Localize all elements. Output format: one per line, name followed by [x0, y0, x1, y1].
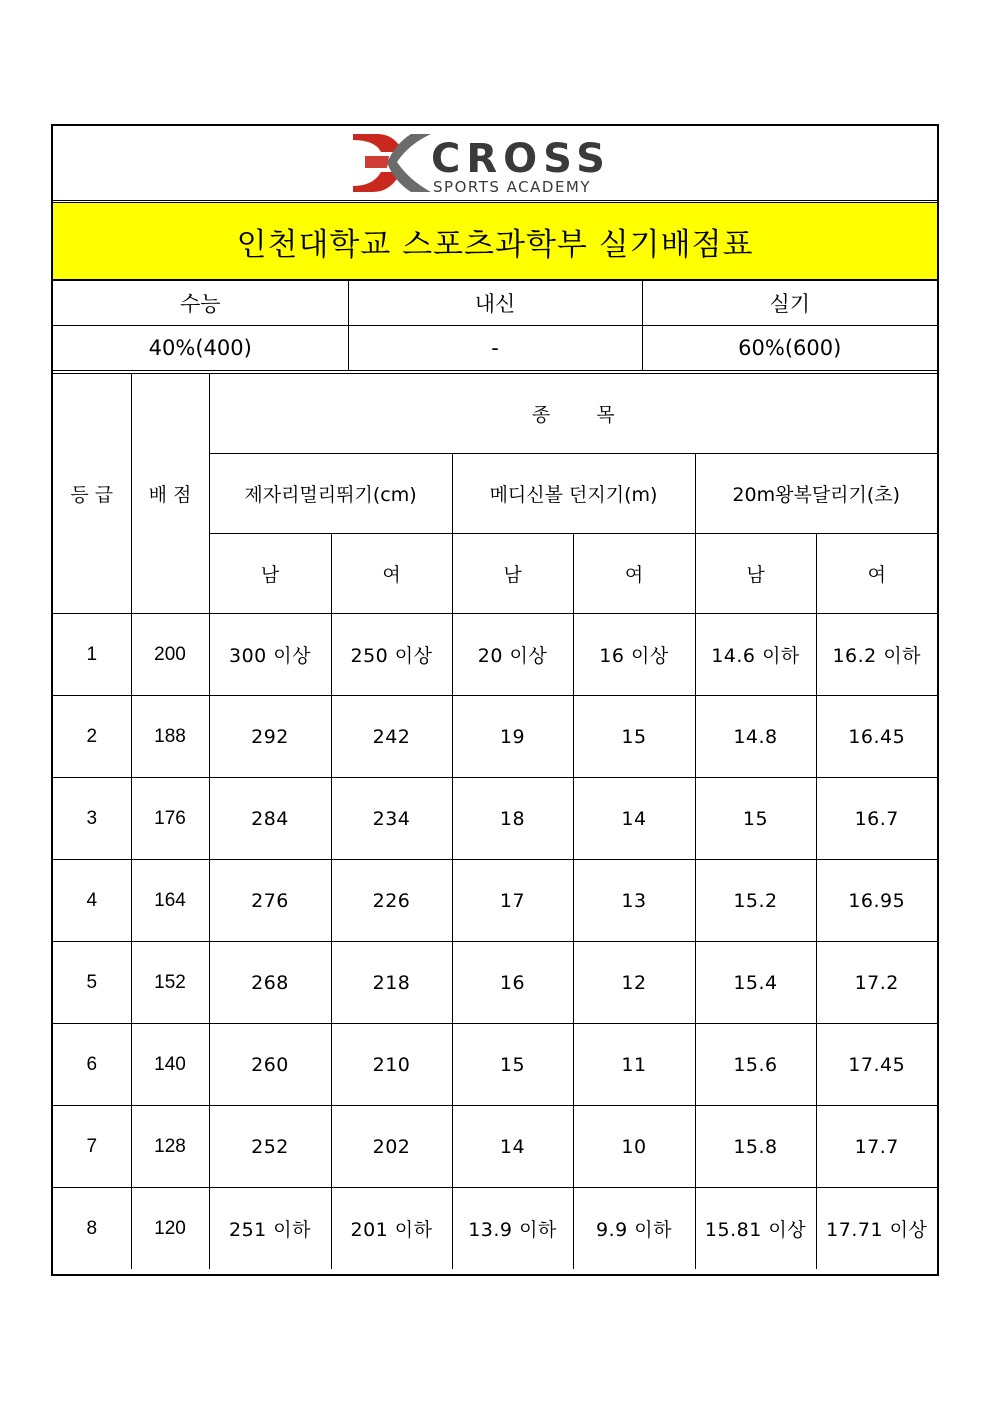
grade-cell: 4	[53, 860, 131, 942]
gender-male: 남	[695, 534, 816, 614]
record-cell: 13.9 이하	[452, 1188, 573, 1270]
record-cell: 17.71 이상	[816, 1188, 937, 1270]
events-header	[209, 374, 937, 454]
table-row	[53, 1188, 937, 1270]
record-cell: 202	[331, 1106, 452, 1188]
record-cell: 16.45	[816, 696, 937, 778]
record-cell: 300 이상	[209, 614, 331, 696]
record-cell: 16.7	[816, 778, 937, 860]
record-cell: 11	[573, 1024, 695, 1106]
score-cell: 176	[131, 778, 209, 860]
record-cell: 14	[452, 1106, 573, 1188]
grade-cell: 2	[53, 696, 131, 778]
table-row	[53, 860, 937, 942]
event-20m-shuttle-run: 20m왕복달리기(초)	[695, 454, 937, 534]
record-cell: 10	[573, 1106, 695, 1188]
gender-male: 남	[209, 534, 331, 614]
score-header: 배 점	[131, 374, 209, 614]
record-cell: 16.2 이하	[816, 614, 937, 696]
record-cell: 14.8	[695, 696, 816, 778]
record-cell: 17.7	[816, 1106, 937, 1188]
record-cell: 18	[452, 778, 573, 860]
gender-female: 여	[816, 534, 937, 614]
logo-brand-text: CROSS	[431, 136, 611, 182]
record-cell: 17.45	[816, 1024, 937, 1106]
gender-female: 여	[573, 534, 695, 614]
score-rows	[53, 614, 937, 1270]
table-row	[53, 1024, 937, 1106]
record-cell: 15.4	[695, 942, 816, 1024]
ratio-value-naesin: -	[348, 326, 642, 371]
record-cell: 210	[331, 1024, 452, 1106]
record-cell: 242	[331, 696, 452, 778]
event-standing-long-jump: 제자리멀리뛰기(cm)	[209, 454, 452, 534]
gender-female: 여	[331, 534, 452, 614]
grade-cell: 6	[53, 1024, 131, 1106]
ratio-header-silgi: 실기	[642, 281, 937, 326]
record-cell: 268	[209, 942, 331, 1024]
record-cell: 284	[209, 778, 331, 860]
record-cell: 15.8	[695, 1106, 816, 1188]
grade-cell: 3	[53, 778, 131, 860]
table-row	[53, 614, 937, 696]
score-cell: 140	[131, 1024, 209, 1106]
record-cell: 15	[695, 778, 816, 860]
record-cell: 16	[452, 942, 573, 1024]
table-row	[53, 778, 937, 860]
record-cell: 252	[209, 1106, 331, 1188]
record-cell: 15.2	[695, 860, 816, 942]
events-header-label: 종 목	[531, 404, 615, 426]
record-cell: 16.95	[816, 860, 937, 942]
record-cell: 251 이하	[209, 1188, 331, 1270]
record-cell: 201 이하	[331, 1188, 452, 1270]
ratio-value-silgi: 60%(600)	[642, 326, 937, 371]
ratio-header-naesin: 내신	[348, 281, 642, 326]
grade-cell: 7	[53, 1106, 131, 1188]
record-cell: 9.9 이하	[573, 1188, 695, 1270]
ratio-header-suneung: 수능	[53, 281, 348, 326]
ratio-value-suneung: 40%(400)	[53, 326, 348, 371]
grade-cell: 8	[53, 1188, 131, 1270]
record-cell: 234	[331, 778, 452, 860]
logo-subtitle-text: SPORTS ACADEMY	[433, 178, 592, 194]
score-cell: 128	[131, 1106, 209, 1188]
page-title: 인천대학교 스포츠과학부 실기배점표	[236, 226, 754, 263]
record-cell: 226	[331, 860, 452, 942]
record-cell: 260	[209, 1024, 331, 1106]
record-cell: 17.2	[816, 942, 937, 1024]
event-medicine-ball-throw: 메디신볼 던지기(m)	[452, 454, 695, 534]
grade-cell: 5	[53, 942, 131, 1024]
record-cell: 16 이상	[573, 614, 695, 696]
table-row	[53, 1106, 937, 1188]
record-cell: 276	[209, 860, 331, 942]
score-sheet	[51, 124, 939, 1276]
score-cell: 164	[131, 860, 209, 942]
ratio-table	[53, 280, 937, 371]
gender-male: 남	[452, 534, 573, 614]
record-cell: 12	[573, 942, 695, 1024]
title-banner	[53, 202, 937, 280]
grade-cell: 1	[53, 614, 131, 696]
record-cell: 292	[209, 696, 331, 778]
record-cell: 15.6	[695, 1024, 816, 1106]
table-row	[53, 696, 937, 778]
score-cell: 188	[131, 696, 209, 778]
record-cell: 15	[573, 696, 695, 778]
record-cell: 218	[331, 942, 452, 1024]
score-table	[53, 373, 937, 1269]
score-cell: 152	[131, 942, 209, 1024]
cross-logo	[351, 132, 635, 194]
record-cell: 14.6 이하	[695, 614, 816, 696]
table-row	[53, 942, 937, 1024]
score-cell: 200	[131, 614, 209, 696]
record-cell: 19	[452, 696, 573, 778]
record-cell: 250 이상	[331, 614, 452, 696]
grade-header: 등 급	[53, 374, 131, 614]
logo-header	[53, 126, 937, 201]
record-cell: 14	[573, 778, 695, 860]
record-cell: 15.81 이상	[695, 1188, 816, 1270]
score-cell: 120	[131, 1188, 209, 1270]
record-cell: 20 이상	[452, 614, 573, 696]
record-cell: 13	[573, 860, 695, 942]
record-cell: 17	[452, 860, 573, 942]
record-cell: 15	[452, 1024, 573, 1106]
